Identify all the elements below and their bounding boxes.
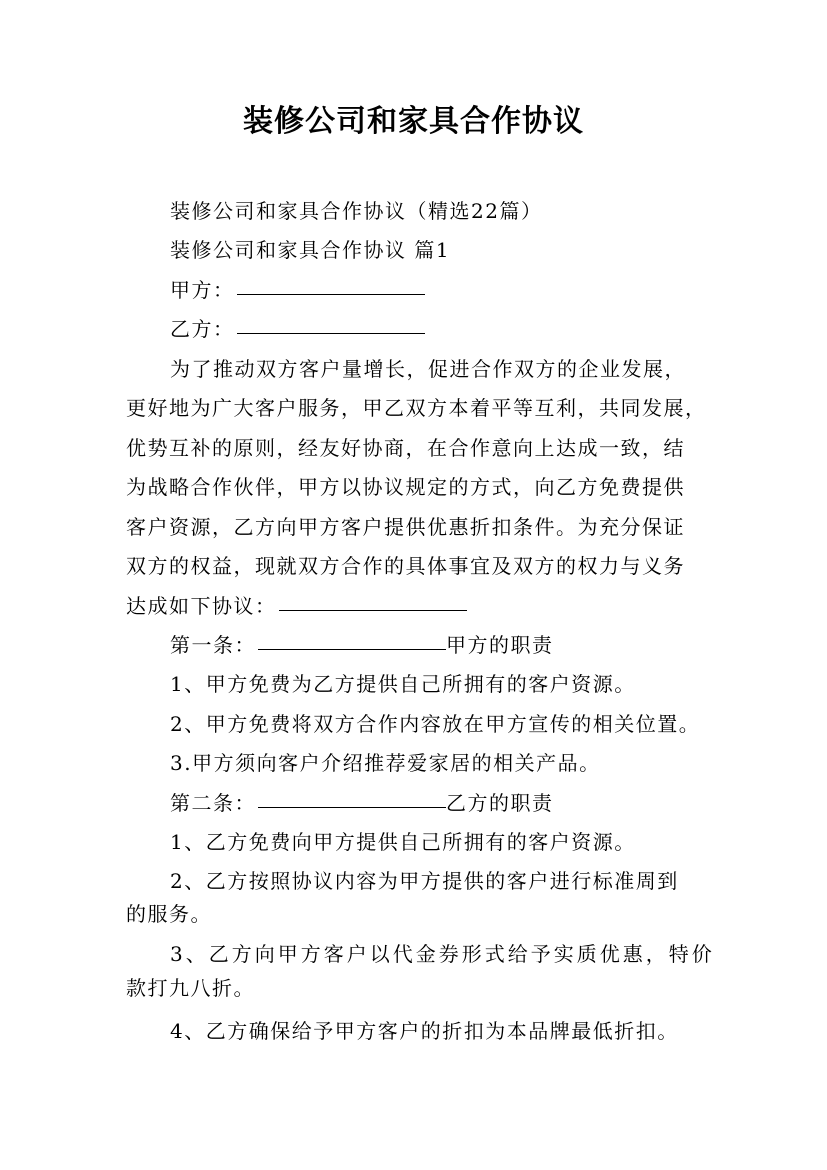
intro-line: 为战略合作伙伴，甲方以协议规定的方式，向乙方免费提供	[126, 475, 685, 499]
article-2-item: 款打九八折。	[126, 976, 255, 1000]
article-2-heading	[170, 784, 760, 822]
article-1-prefix: 第一条：	[170, 633, 256, 657]
intro-line: 为了推动双方客户量增长，促进合作双方的企业发展，	[170, 357, 686, 381]
document-subtitle: 装修公司和家具合作协议（精选22篇）	[170, 199, 543, 223]
article-2-item: 的服务。	[126, 902, 212, 926]
article-2-prefix: 第二条：	[170, 791, 256, 815]
party-a-line	[170, 271, 760, 309]
article-1-blank	[258, 649, 446, 650]
article-2-blank	[258, 807, 446, 808]
party-a-blank	[237, 294, 425, 295]
article-1-item: 2、甲方免费将双方合作内容放在甲方宣传的相关位置。	[170, 712, 701, 736]
article-2-item: 2、乙方按照协议内容为甲方提供的客户进行标准周到	[170, 869, 679, 893]
article-1-heading	[170, 626, 760, 664]
intro-line: 优势互补的原则，经友好协商，在合作意向上达成一致，结	[126, 436, 685, 460]
document-title: 装修公司和家具合作协议	[243, 104, 584, 139]
article-2-item: 3、乙方向甲方客户以代金券形式给予实质优惠，特价	[170, 942, 715, 966]
party-b-line	[170, 310, 760, 348]
party-a-label: 甲方：	[170, 278, 235, 302]
article-2-item: 1、乙方免费向甲方提供自己所拥有的客户资源。	[170, 830, 636, 854]
article-1-item: 1、甲方免费为乙方提供自己所拥有的客户资源。	[170, 672, 636, 696]
intro-line: 双方的权益，现就双方合作的具体事宜及双方的权力与义务	[126, 554, 685, 578]
intro-last-line	[126, 587, 716, 625]
intro-line: 达成如下协议：	[126, 594, 277, 618]
article-1-item: 3.甲方须向客户介绍推荐爱家居的相关产品。	[170, 751, 601, 775]
article-2-suffix: 乙方的职责	[446, 791, 554, 815]
article-2-item: 4、乙方确保给予甲方客户的折扣为本品牌最低折扣。	[170, 1019, 679, 1043]
article-1-suffix: 甲方的职责	[446, 633, 554, 657]
party-b-label: 乙方：	[170, 317, 235, 341]
intro-line: 更好地为广大客户服务，甲乙双方本着平等互利，共同发展，	[126, 396, 707, 420]
agreement-blank	[279, 610, 467, 611]
section-heading: 装修公司和家具合作协议 篇1	[170, 238, 451, 262]
intro-line: 客户资源，乙方向甲方客户提供优惠折扣条件。为充分保证	[126, 515, 685, 539]
party-b-blank	[237, 333, 425, 334]
